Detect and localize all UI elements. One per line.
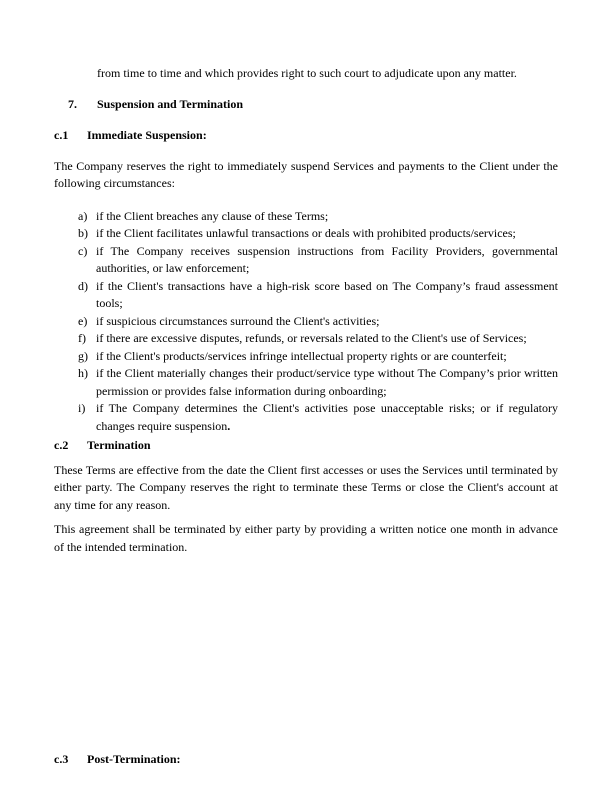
list-item-text: if the Client facilitates unlawful transactions or deals with prohibited products/services;	[96, 226, 516, 240]
list-item-text: if the Client materially changes their product/service type without The Company’s prior written permission or provides false information during onboarding;	[96, 366, 558, 398]
section-heading-suspension-and-termination	[54, 96, 558, 114]
list-item	[54, 400, 558, 435]
section-title: Suspension and Termination	[97, 96, 244, 111]
list-item-marker: a)	[78, 208, 88, 223]
list-item-text: if the Client breaches any clause of these Terms;	[96, 208, 329, 223]
list-item-text: if The Company determines the Client's activities pose unacceptable risks; or if regulatory changes require suspension	[96, 401, 558, 433]
list-item-marker: h)	[78, 366, 88, 380]
subsection-title: Immediate Suspension:	[87, 128, 207, 142]
subsection-title: Post-Termination:	[87, 752, 181, 766]
list-item	[54, 365, 558, 400]
list-item-marker: d)	[78, 278, 88, 293]
list-item-marker: i)	[78, 401, 86, 415]
list-item-marker: f)	[78, 331, 86, 345]
list-item-text: if The Company receives suspension instructions from Facility Providers, governmental authorities, or law enforcement;	[96, 243, 558, 275]
list-item	[54, 313, 558, 331]
list-item	[54, 225, 558, 243]
list-item	[54, 278, 558, 313]
list-item	[54, 348, 558, 366]
list-item-marker: e)	[78, 313, 88, 328]
list-item-text: if there are excessive disputes, refunds, or reversals related to the Client's use of Services;	[96, 331, 527, 345]
subsection-heading-termination	[54, 437, 558, 455]
paragraph-continuation-line: from time to time and which provides right to such court to adjudicate upon any matter.	[97, 66, 517, 80]
list-item-marker: c)	[78, 243, 88, 258]
list-item-text: if suspicious circumstances surround the Client's activities;	[96, 313, 380, 328]
bold-period: .	[227, 418, 231, 433]
list-item-marker: g)	[78, 348, 88, 363]
suspension-circumstances-list	[54, 208, 558, 436]
termination-paragraph-1: These Terms are effective from the date the Client first accesses or uses the Services until terminated by either party. The Company reserves the right to terminate these Terms or close the Client's account at any time for any reason.	[54, 462, 558, 512]
subsection-heading-immediate-suspension	[54, 127, 558, 145]
list-item	[54, 208, 558, 226]
subsection-heading-post-termination	[54, 751, 558, 769]
list-item	[54, 330, 558, 348]
intro-paragraph: The Company reserves the right to immediately suspend Services and payments to the Client under the following circumstances:	[54, 158, 558, 190]
subsection-label: c.2	[54, 438, 69, 452]
termination-paragraph-2: This agreement shall be terminated by either party by providing a written notice one month in advance of the intended termination.	[54, 522, 558, 554]
subsection-label: c.3	[54, 752, 69, 766]
list-item-text: if the Client's transactions have a high-risk score based on The Company’s fraud assessment tools;	[96, 278, 558, 310]
list-item-text: if the Client's products/services infringe intellectual property rights or are counterfeit;	[96, 348, 507, 363]
list-item	[54, 243, 558, 278]
subsection-label: c.1	[54, 128, 69, 142]
subsection-title: Termination	[87, 438, 151, 452]
section-number: 7.	[68, 96, 77, 111]
list-item-marker: b)	[78, 226, 88, 240]
